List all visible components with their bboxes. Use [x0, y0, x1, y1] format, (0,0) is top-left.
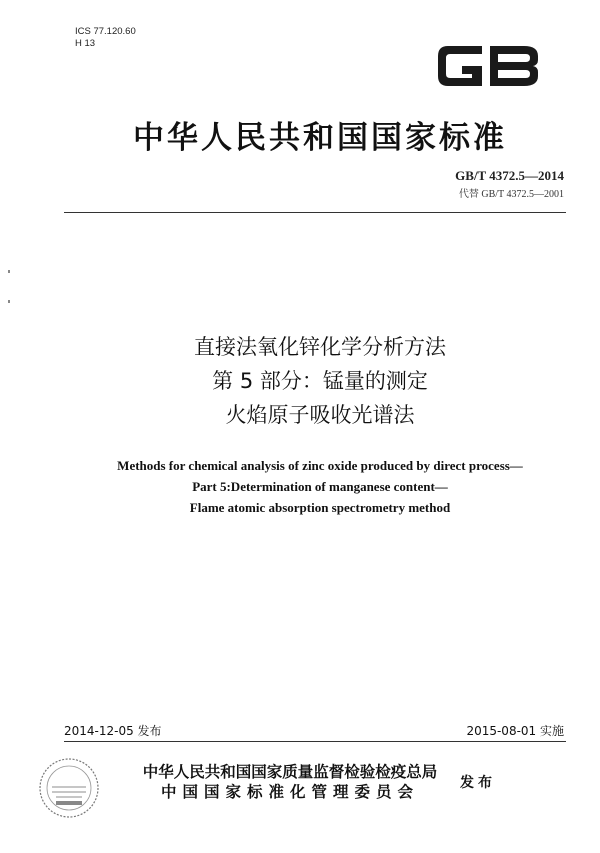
gb-logo-icon	[432, 36, 544, 96]
standard-number-block	[455, 168, 564, 200]
issuer-line-1: 中华人民共和国国家质量监督检验检疫总局	[142, 763, 438, 781]
english-title-line-1: Methods for chemical analysis of zinc oxide produced by direct process—	[117, 458, 523, 473]
header-divider	[64, 212, 566, 213]
issue-date: 2014-12-05 发布	[64, 724, 162, 738]
chinese-title-line-2: 第 5 部分：锰量的测定	[212, 369, 428, 393]
standard-number: GB/T 4372.5—2014	[455, 168, 564, 183]
ccs-code: H 13	[75, 38, 96, 49]
classification-codes	[75, 26, 136, 50]
chinese-title	[60, 330, 580, 432]
round-stamp-icon	[38, 757, 100, 819]
english-title-line-2: Part 5:Determination of manganese content—	[192, 479, 448, 494]
english-title	[40, 455, 600, 518]
english-title-line-3: Flame atomic absorption spectrometry method	[189, 500, 451, 515]
issuing-authorities	[130, 762, 450, 802]
chinese-title-line-3: 火焰原子吸收光谱法	[225, 403, 415, 427]
replaces-note: 代替 GB/T 4372.5—2001	[458, 189, 564, 200]
issuer-line-2: 中国国家标准化管理委员会	[160, 783, 419, 801]
implementation-date: 2015-08-01 实施	[466, 724, 564, 738]
standard-category-title: 中华人民共和国国家标准	[133, 120, 507, 156]
ics-code: ICS 77.120.60	[75, 26, 136, 37]
chinese-title-line-1: 直接法氧化锌化学分析方法	[194, 335, 446, 359]
footer-divider	[64, 741, 566, 742]
scan-mark	[8, 300, 10, 303]
publish-label: 发布	[460, 775, 496, 791]
scan-mark	[8, 270, 10, 273]
